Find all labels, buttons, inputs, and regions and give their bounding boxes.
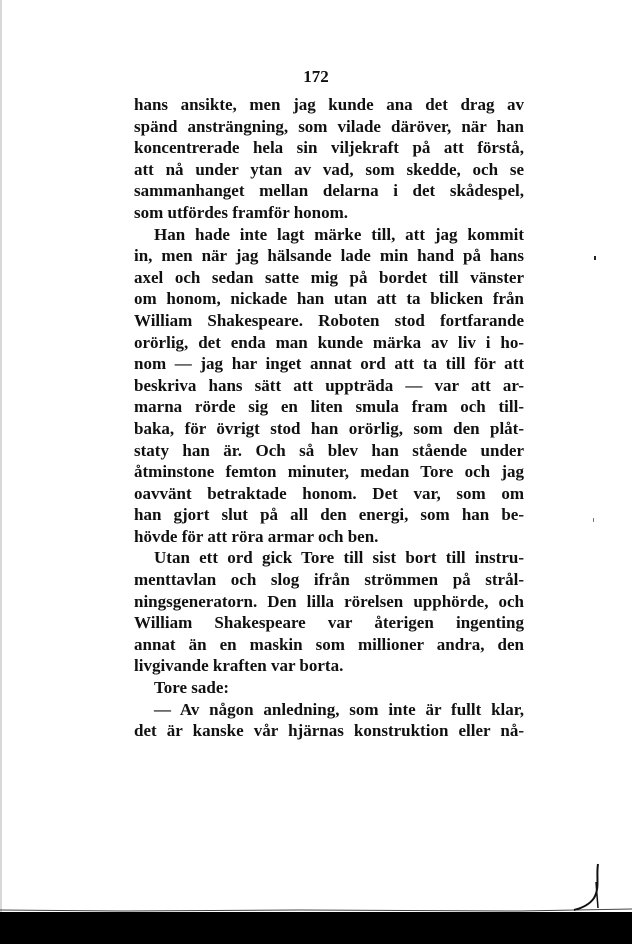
- text-line: ningsgeneratorn. Den lilla rörelsen upphörde, och: [134, 591, 524, 611]
- text-line: orörlig, det enda man kunde märka av liv i ho-: [134, 332, 524, 352]
- text-line: koncentrerade hela sin viljekraft på att förstå,: [134, 138, 524, 158]
- text-line: Han hade inte lagt märke till, att jag kommit: [154, 224, 524, 244]
- text-line: — Av någon anledning, som inte är fullt klar,: [154, 699, 524, 719]
- text-line: Utan ett ord gick Tore till sist bort till instru-: [154, 548, 524, 568]
- text-line: oavvänt betraktade honom. Det var, som om: [134, 483, 524, 503]
- text-line: åtminstone femton minuter, medan Tore och jag: [134, 462, 524, 482]
- text-line: som utfördes framför honom.: [134, 202, 349, 222]
- scan-speck: [594, 256, 596, 260]
- text-line: hövde för att röra armar och ben.: [134, 526, 379, 546]
- scan-dark-border: [0, 912, 632, 944]
- text-line: beskriva hans sätt att uppträda — var att ar-: [134, 375, 524, 395]
- text-line: att nå under ytan av vad, som skedde, och se: [134, 159, 524, 179]
- text-line: livgivande kraften var borta.: [134, 656, 344, 676]
- text-line: staty han är. Och så blev han stående under: [134, 440, 524, 460]
- scan-speck: [593, 518, 594, 522]
- page-left-edge: [0, 0, 2, 912]
- text-line: William Shakespeare. Roboten stod fortfarande: [134, 310, 524, 330]
- text-line: baka, för övrigt stod han orörlig, som den plåt-: [134, 418, 524, 438]
- text-line: William Shakespeare var återigen ingenting: [134, 613, 524, 633]
- text-line: det är kanske vår hjärnas konstruktion eller nå-: [134, 721, 524, 741]
- text-line: sammanhanget mellan delarna i det skådespel,: [134, 181, 524, 201]
- text-line: axel och sedan satte mig på bordet till vänster: [134, 267, 524, 287]
- text-line: annat än en maskin som millioner andra, den: [134, 634, 524, 654]
- text-line: in, men när jag hälsande lade min hand på hans: [134, 246, 524, 266]
- page-curl-mark: [570, 862, 610, 914]
- text-line: om honom, nickade han utan att ta blicken från: [134, 289, 524, 309]
- text-line: Tore sade:: [154, 678, 230, 698]
- text-line: nom — jag har inget annat ord att ta till för att: [134, 354, 524, 374]
- text-line: marna rörde sig en liten smula fram och till-: [134, 397, 524, 417]
- text-line: menttavlan och slog ifrån strömmen på strål-: [134, 570, 524, 590]
- page-number: 172: [303, 67, 329, 86]
- body-text: [134, 94, 524, 742]
- text-line: spänd ansträngning, som vilade däröver, när han: [134, 116, 524, 136]
- text-line: han gjort slut på all den energi, som han be-: [134, 505, 524, 525]
- text-line: hans ansikte, men jag kunde ana det drag av: [134, 95, 524, 114]
